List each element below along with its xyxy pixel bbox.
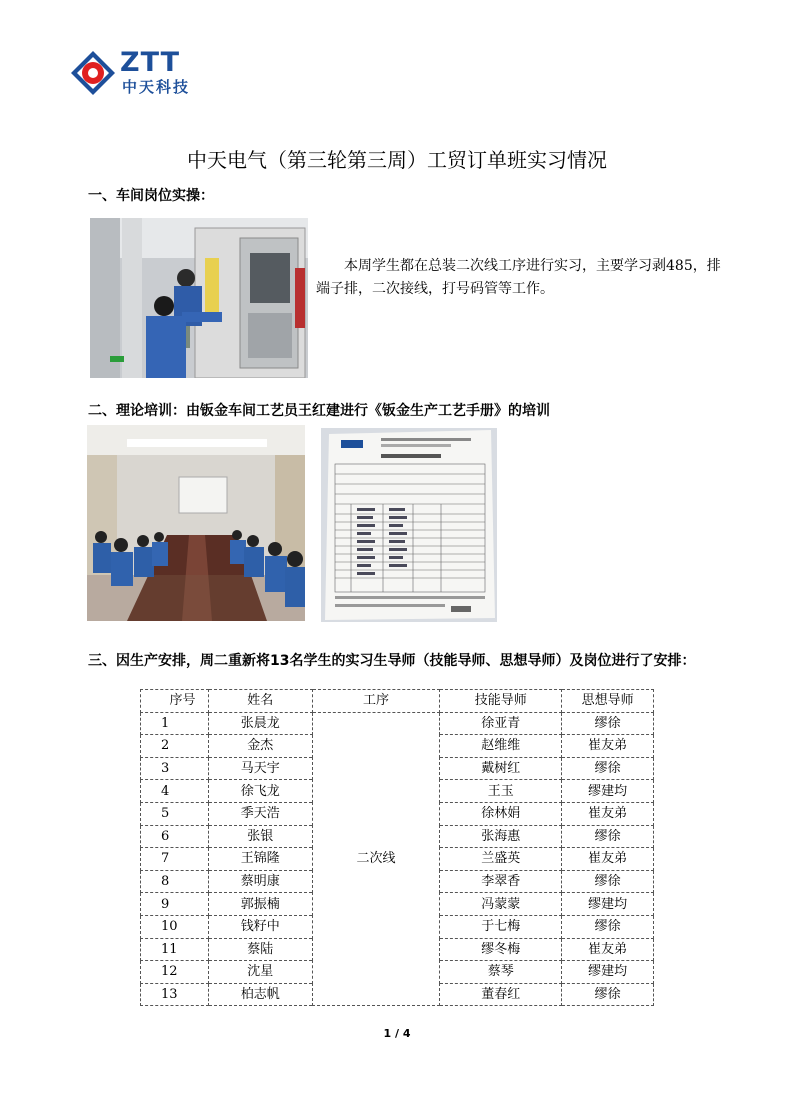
cell-no: 4: [141, 780, 209, 803]
cell-skill-mentor: 蔡琴: [440, 961, 562, 984]
company-logo: [70, 48, 210, 100]
cell-skill-mentor: 张海惠: [440, 825, 562, 848]
header-ideology-mentor: 思想导师: [562, 690, 654, 713]
section-heading-arrangement: 三、因生产安排，周二重新将13名学生的实习生导师（技能导师、思想导师）及岗位进行了安排：: [88, 653, 696, 669]
cell-skill-mentor: 徐亚青: [440, 712, 562, 735]
cell-no: 12: [141, 961, 209, 984]
ztt-logo-icon: [70, 50, 116, 96]
page-number: 1 / 4: [383, 1027, 411, 1040]
cell-no: 8: [141, 870, 209, 893]
document-title: 中天电气（第三轮第三周）工贸订单班实习情况: [187, 148, 607, 172]
header-name: 姓名: [208, 690, 312, 713]
cell-name: 王锦隆: [208, 848, 312, 871]
cell-skill-mentor: 王玉: [440, 780, 562, 803]
cell-ideology-mentor: 缪徐: [562, 757, 654, 780]
cell-no: 7: [141, 848, 209, 871]
cell-ideology-mentor: 缪建均: [562, 893, 654, 916]
cell-skill-mentor: 戴树红: [440, 757, 562, 780]
training-room-photo: [87, 425, 305, 621]
cell-skill-mentor: 李翠香: [440, 870, 562, 893]
cell-name: 蔡明康: [208, 870, 312, 893]
mentor-assignment-table: [140, 689, 654, 1006]
cell-name: 郭振楠: [208, 893, 312, 916]
cell-no: 1: [141, 712, 209, 735]
cell-ideology-mentor: 缪徐: [562, 915, 654, 938]
section-heading-training: 二、理论培训：由钣金车间工艺员王红建进行《钣金生产工艺手册》的培训: [88, 403, 550, 419]
cell-name: 季天浩: [208, 802, 312, 825]
workshop-description: 本周学生都在总装二次线工序进行实习，主要学习剥485，排端子排，二次接线，打号码管等工作。: [316, 258, 721, 297]
cell-no: 3: [141, 757, 209, 780]
cell-ideology-mentor: 缪建均: [562, 780, 654, 803]
section-heading-workshop: 一、车间岗位实操：: [88, 188, 214, 204]
cell-no: 2: [141, 735, 209, 758]
cell-no: 5: [141, 802, 209, 825]
cell-name: 柏志帆: [208, 983, 312, 1006]
cell-name: 马天宇: [208, 757, 312, 780]
cell-ideology-mentor: 缪徐: [562, 983, 654, 1006]
cell-skill-mentor: 董春红: [440, 983, 562, 1006]
workshop-photo: [90, 218, 308, 378]
cell-ideology-mentor: 崔友弟: [562, 938, 654, 961]
cell-skill-mentor: 冯蒙蒙: [440, 893, 562, 916]
cell-name: 金杰: [208, 735, 312, 758]
cell-no: 6: [141, 825, 209, 848]
cell-ideology-mentor: 缪徐: [562, 825, 654, 848]
cell-skill-mentor: 兰盛英: [440, 848, 562, 871]
cell-skill-mentor: 于七梅: [440, 915, 562, 938]
cell-skill-mentor: 赵维维: [440, 735, 562, 758]
cell-name: 沈星: [208, 961, 312, 984]
cell-ideology-mentor: 崔友弟: [562, 735, 654, 758]
cell-name: 张银: [208, 825, 312, 848]
cell-no: 9: [141, 893, 209, 916]
table-row: [141, 712, 654, 735]
cell-name: 蔡陆: [208, 938, 312, 961]
logo-chinese-name: 中天科技: [122, 78, 191, 96]
header-skill-mentor: 技能导师: [440, 690, 562, 713]
cell-no: 11: [141, 938, 209, 961]
header-process: 工序: [312, 690, 440, 713]
cell-ideology-mentor: 缪徐: [562, 712, 654, 735]
cell-no: 10: [141, 915, 209, 938]
cell-ideology-mentor: 缪徐: [562, 870, 654, 893]
cell-skill-mentor: 徐林娟: [440, 802, 562, 825]
header-no: 序号: [141, 690, 209, 713]
cell-skill-mentor: 缪冬梅: [440, 938, 562, 961]
cell-process: 二次线: [312, 712, 440, 1006]
cell-name: 钱籽中: [208, 915, 312, 938]
cell-ideology-mentor: 缪建均: [562, 961, 654, 984]
cell-name: 张晨龙: [208, 712, 312, 735]
cell-no: 13: [141, 983, 209, 1006]
cell-ideology-mentor: 崔友弟: [562, 802, 654, 825]
training-signin-sheet-photo: [321, 428, 497, 622]
cell-ideology-mentor: 崔友弟: [562, 848, 654, 871]
cell-name: 徐飞龙: [208, 780, 312, 803]
logo-wordmark: ZTT: [120, 47, 181, 78]
table-header-row: [141, 690, 654, 713]
